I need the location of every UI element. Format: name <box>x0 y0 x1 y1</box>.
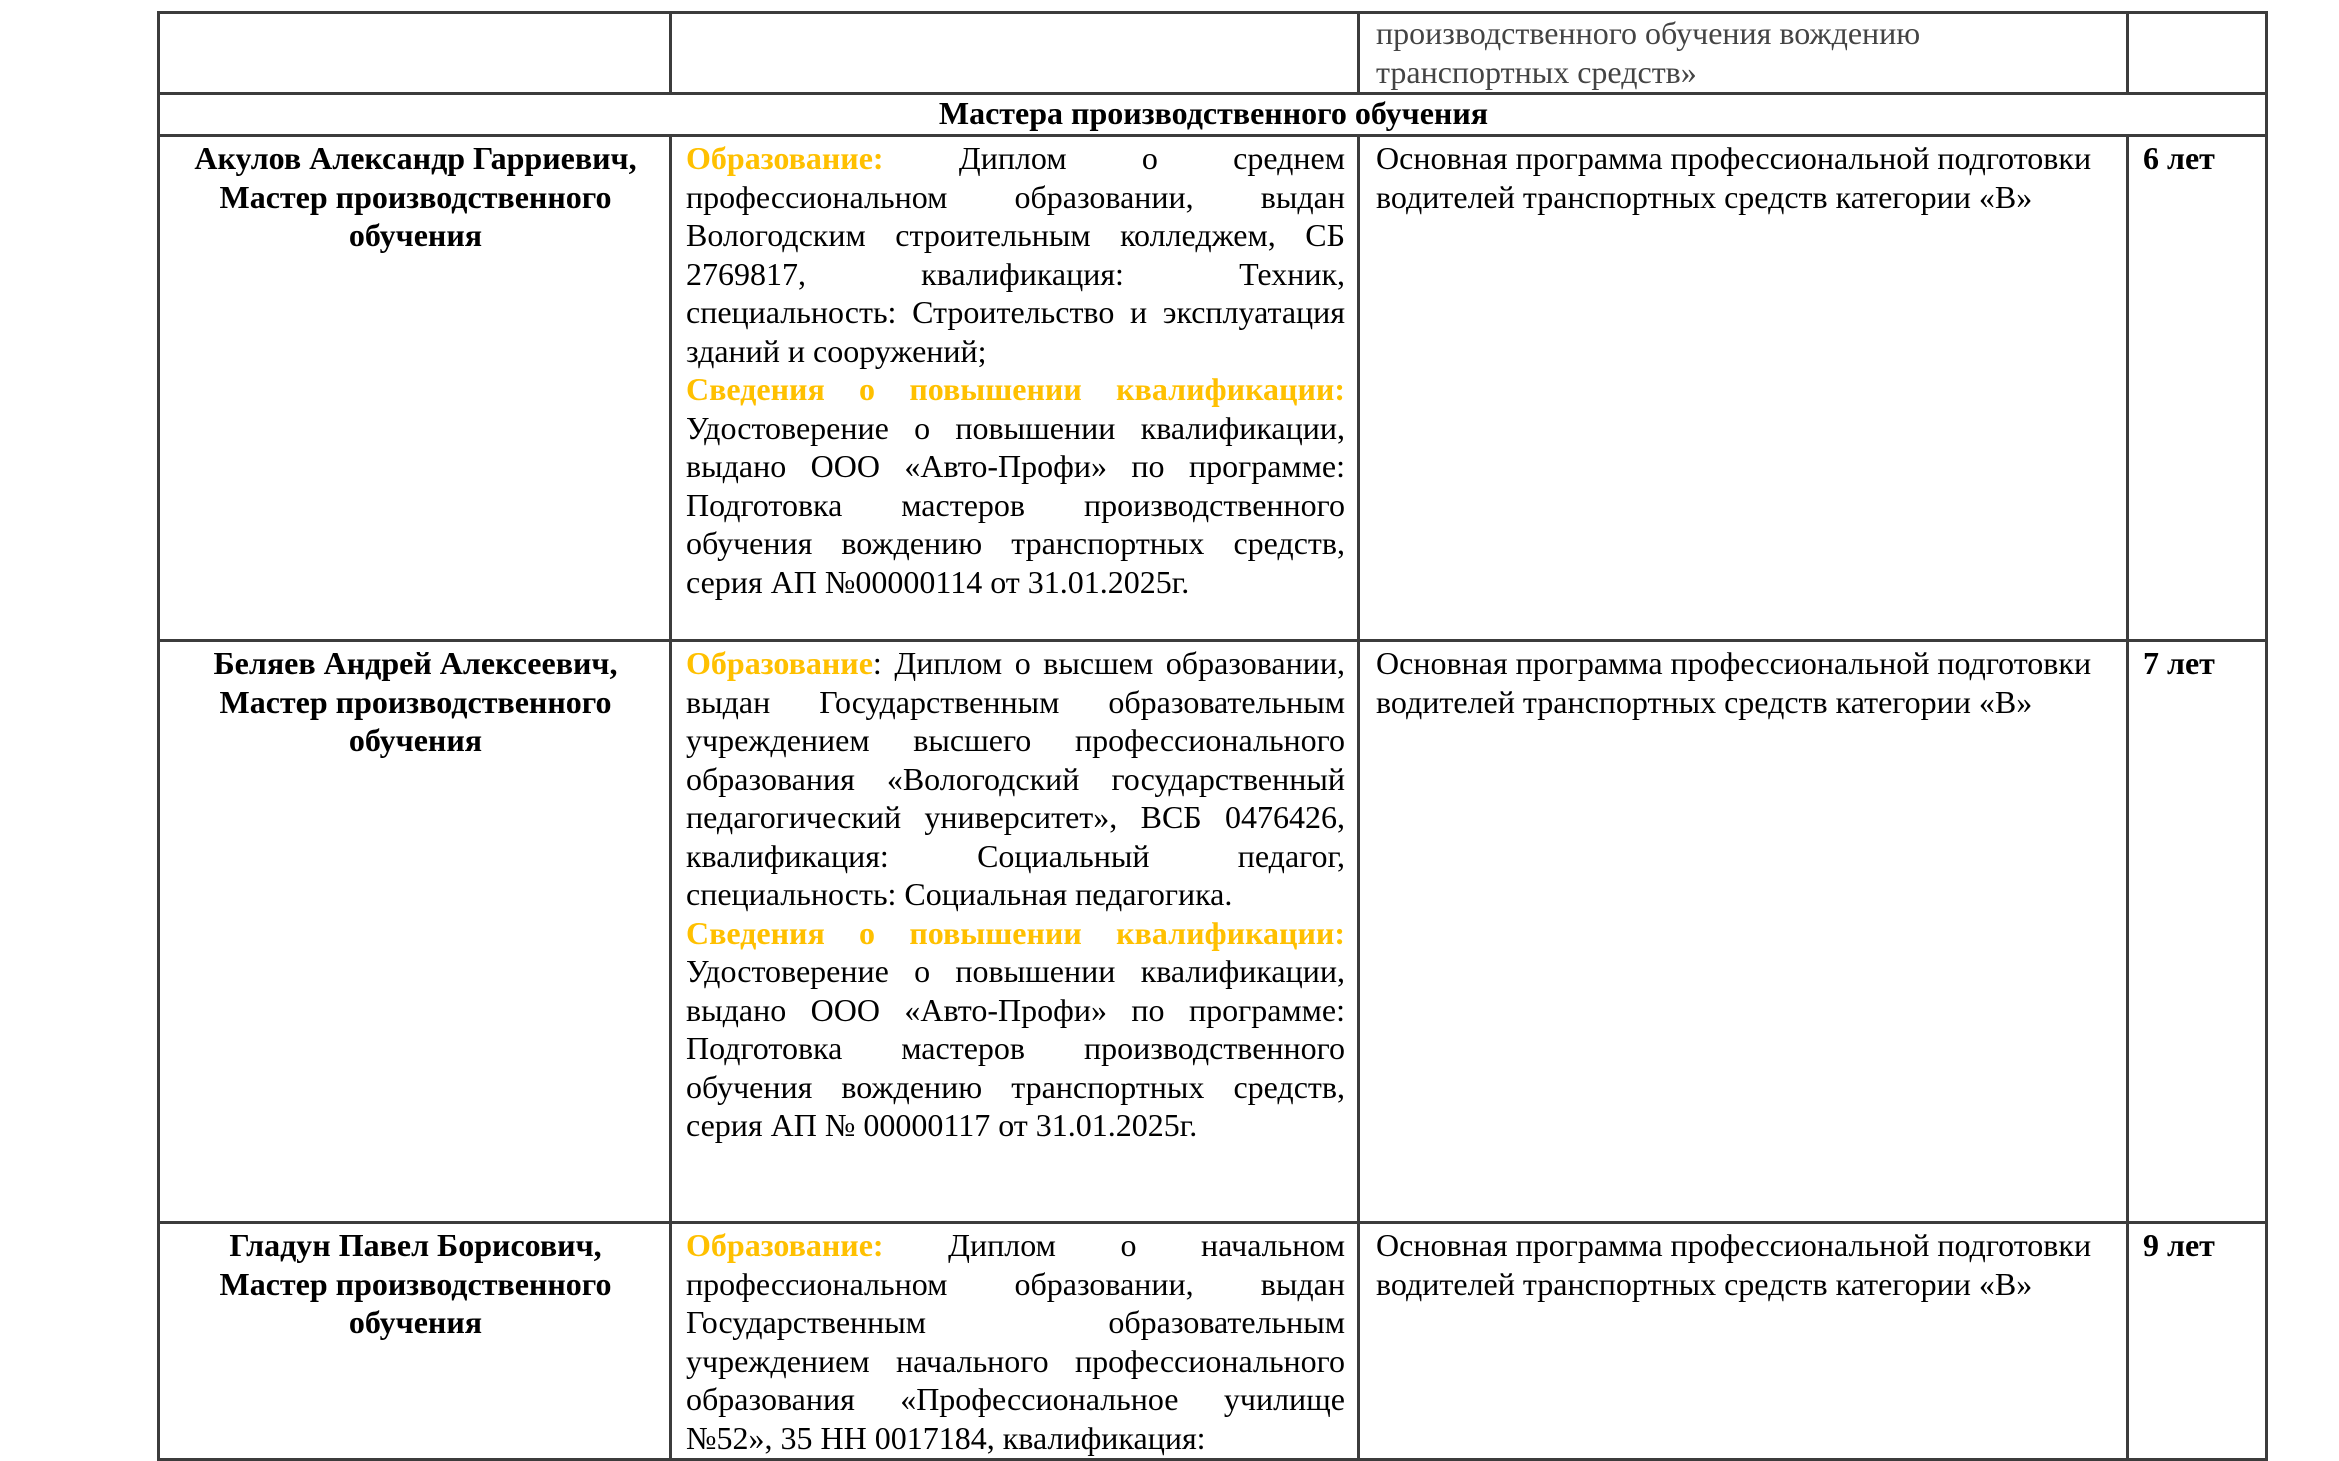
table-row-continued <box>159 13 2267 94</box>
cell-empty <box>159 13 671 94</box>
education-text: Диплом о высшем образовании, выдан Государственным образовательным учреждением высшего профессионального образования «Вологодский государственный педагогический университет», ВСБ 0476426, квалификация: Социальный педагог, специальность: Социальная педагогика. <box>686 645 1345 912</box>
education-label: Образование <box>686 1227 873 1263</box>
table-row <box>159 136 2267 641</box>
program-cell: Основная программа профессиональной подготовки водителей транспортных средств категории «В» <box>1359 1223 2128 1460</box>
upgrade-label: Сведения о повышении квалификации: <box>686 371 1345 407</box>
upgrade-text: Удостоверение о повышении квалификации, выдано ООО «Авто-Профи» по программе: Подготовка мастеров производственного обучения вождению транспортных средств, серия АП № 00000117 от 31.01.2025г. <box>686 953 1345 1143</box>
upgrade-text: Удостоверение о повышении квалификации, выдано ООО «Авто-Профи» по программе: Подготовка мастеров производственного обучения вождению транспортных средств, серия АП №00000114 от 31.01.2025г. <box>686 409 1345 600</box>
upgrade-label: Сведения о повышении квалификации: <box>686 914 1345 951</box>
cell-empty <box>2128 13 2267 94</box>
section-header-row <box>159 94 2267 136</box>
upgrade-paragraph <box>686 914 1345 1145</box>
staff-name-cell <box>159 1223 671 1460</box>
program-continuation: производственного обучения вождению транспортных средств» <box>1359 13 2128 94</box>
program-cell: Основная программа профессиональной подготовки водителей транспортных средств категории «В» <box>1359 641 2128 1223</box>
staff-name-cell <box>159 641 671 1223</box>
education-paragraph <box>686 1226 1345 1457</box>
staff-name: Беляев Андрей Алексеевич, <box>213 645 618 681</box>
education-text: Диплом о начальном профессиональном образовании, выдан Государственным образовательным учреждением начального профессионального образования «Профессиональное училище №52», 35 НН 0017184, квалификация: <box>686 1227 1345 1456</box>
education-label-colon: : <box>872 645 882 681</box>
upgrade-paragraph <box>686 370 1345 601</box>
cell-empty <box>671 13 1359 94</box>
education-paragraph <box>686 644 1345 914</box>
section-title: Мастера производственного обучения <box>159 94 2267 136</box>
education-label: Образование <box>686 140 873 176</box>
education-cell <box>671 1223 1359 1460</box>
staff-position: Мастер производственного обучения <box>219 178 612 253</box>
experience-cell: 9 лет <box>2128 1223 2267 1460</box>
staff-name: Акулов Александр Гарриевич, <box>194 140 637 176</box>
experience-cell: 7 лет <box>2128 641 2267 1223</box>
education-label-colon: : <box>872 1227 884 1263</box>
staff-position: Мастер производственного обучения <box>219 683 612 758</box>
education-cell <box>671 136 1359 641</box>
staff-name-cell <box>159 136 671 641</box>
education-label-colon: : <box>872 140 884 176</box>
program-cell: Основная программа профессиональной подготовки водителей транспортных средств категории «В» <box>1359 136 2128 641</box>
education-paragraph <box>686 139 1345 370</box>
staff-table <box>157 11 2268 1461</box>
education-label: Образование <box>686 645 873 681</box>
staff-name: Гладун Павел Борисович, <box>229 1227 602 1263</box>
experience-cell: 6 лет <box>2128 136 2267 641</box>
education-cell <box>671 641 1359 1223</box>
table-row <box>159 1223 2267 1460</box>
table-row <box>159 641 2267 1223</box>
staff-position: Мастер производственного обучения <box>219 1265 612 1340</box>
education-text: Диплом о среднем профессиональном образовании, выдан Вологодским строительным колледжем, СБ 2769817, квалификация: Техник, специальность: Строительство и эксплуатация зданий и сооружений; <box>686 140 1345 369</box>
